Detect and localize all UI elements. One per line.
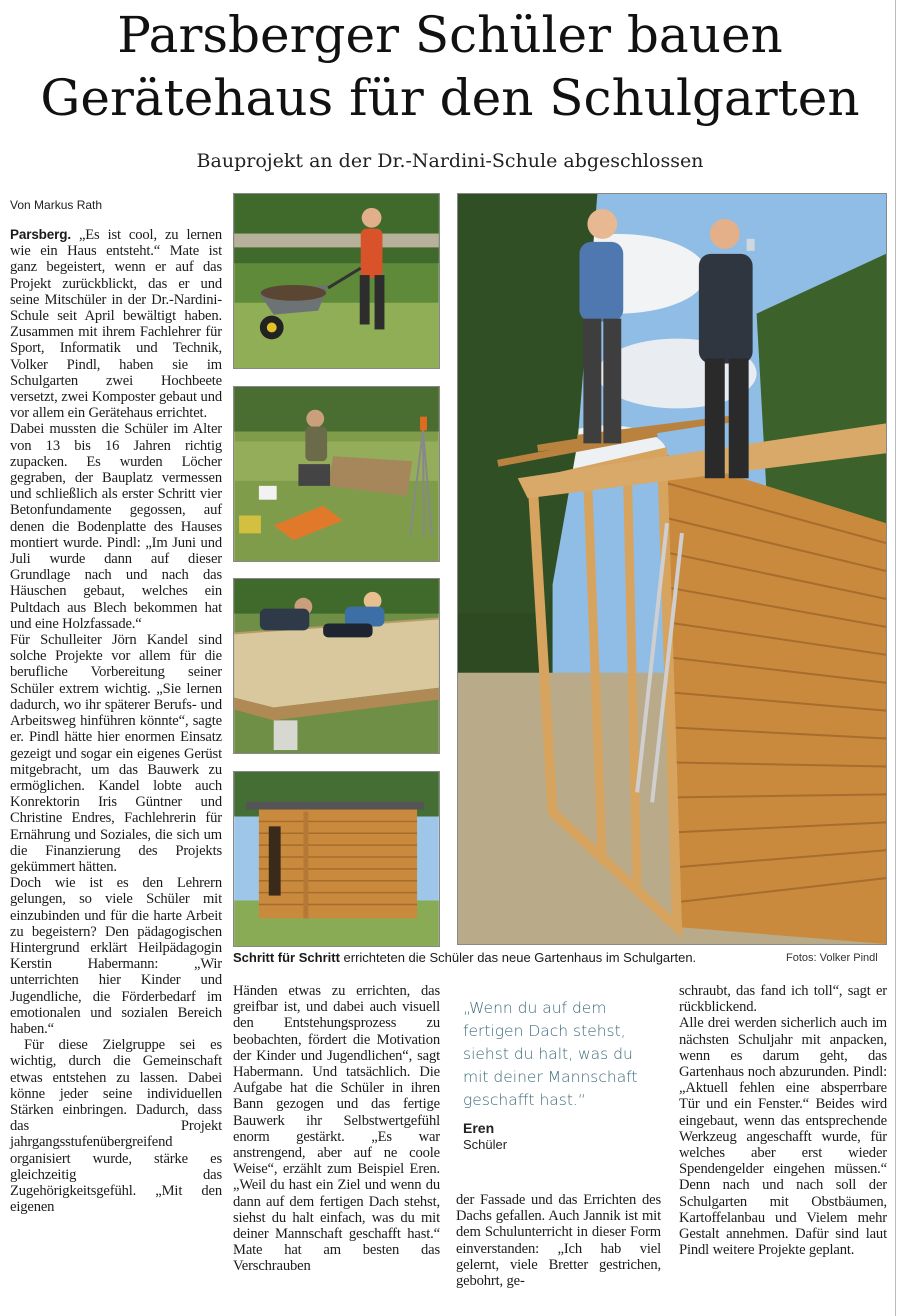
photo-floor-plate-image [234,579,439,753]
paragraph-2: Dabei mussten die Schüler im Alter von 13 bis 16 Jahren richtig zupacken. Es wurden Löcher gegraben, der Bauplatz vermessen und schließlich als erster Schritt vier Betonfundamente gegossen, auf denen die Bodenplatte des Hauses montiert wurde. Pindl: „Im Juni und Juli wurde dann auf dieser Grundlage nach und nach das Häuschen gebaut, welches ein Pultdach aus Blech bekommen hat und eine Holzfassade.“ [10,421,222,632]
photo-wheelbarrow [233,193,440,369]
paragraph-5: Für diese Zielgruppe sei es wichtig, durch die Gemeinschaft etwas entstehen zu lassen. Dabei könne jeder seine individuellen Stärken einbringen. Dadurch, dass das Projekt jahrgangsstufenübergreifend organisiert wurde, stärke es gleichzeitig das Zugehörigkeitsgefühl. „Mit den eigenen [10,1037,222,1216]
column-4-paragraph-2: Alle drei werden sicherlich auch im nächsten Schuljahr mit anpacken, wenn es darum geht, das Gartenhaus noch abzurunden. Pindl: „Aktuell fehlen eine absperrbare Tür und ein Fenster.“ Beides wird eingebaut, wenn das entsprechende Werkzeug angeschafft wurde, für welches aber erst wieder Spendengelder eingehen müssen.“ Denn nach und nach soll der Schulgarten mit Obstbäumen, Kartoffelanbau und Vielem mehr Gestalt annehmen. Dafür sind laut Pindl weitere Projekte geplant. [679,1015,887,1259]
photo-foundation [233,386,440,562]
headline [0,4,900,130]
photo-students-on-roof [457,193,887,945]
body-column-4 [679,983,887,1293]
headline-line-1: Parsberger Schüler bauen [117,6,783,64]
photo-finished-shed [233,771,440,947]
body-column-2 [233,983,440,1293]
paragraph-1-text: „Es ist cool, zu lernen wie ein Haus entsteht.“ Mate ist ganz begeistert, wenn er auf das Projekt zurückblickt, das er und seine Mitschüler in der Dr.-Nardini-Schule seit April bewältigt haben. Zusammen mit ihrem Fachlehrer für Sport, Informatik und Technik, Volker Pindl, haben sie im Schulgarten zwei Hochbeete versetzt, zwei Komposter gebaut und vor allem ein Gerätehaus errichtet. [10,227,223,422]
body-column-3 [456,1192,661,1292]
headline-line-2: Gerätehaus für den Schulgarten [40,69,860,127]
photo-students-on-roof-image [458,194,886,944]
paragraph-3: Für Schulleiter Jörn Kandel sind solche Projekte vor allem für die berufliche Vorbereitung seiner Schüler extrem wichtig. „Sie lernen dadurch, wo ihr späterer Berufs- und Arbeitsweg hinführen könnte“, sagte er. Pindl hätte hier enormen Einsatz gezeigt und sogar ein eigenes Gerüst mitgebracht, um das Bauwerk zu ermöglichen. Kandel lobte auch Konrektorin Iris Güntner und Christine Endres, Fachlehrerin für Ernährung und Soziales, die sich um die Finanzierung des Projekts gekümmert hätten. [10,632,222,875]
photo-foundation-image [234,387,439,561]
paragraph-4: Doch wie ist es den Lehrern gelungen, so viele Schüler mit einzubinden und für die harte Arbeit zu begeistern? Den pädagogischen Hintergrund erklärt Heilpädagogin Kerstin Habermann: „Wir unterrichten hier Kinder und Jugendliche, die Förderbedarf im emotionalen und sozialen Bereich haben.“ [10,875,222,1037]
quote-author: Eren [463,1120,495,1136]
paragraph-1 [10,227,222,421]
page-edge-rule [895,0,896,1316]
dateline: Parsberg. [10,227,71,242]
photo-wheelbarrow-image [234,194,439,368]
photo-finished-shed-image [234,772,439,946]
column-2-text: Händen etwas zu errichten, das greifbar ist, und dabei auch visuell den Entstehungsprozess zu beobachten, fördert die Motivation der Kinder und Jugendlichen“, sagt Habermann. Und tatsächlich. Die Aufgabe hat die Schüler in ihren Bann gezogen und das fertige Bauwerk ihr Selbstwertgefühl enorm gestärkt. „Es war anstrengend, aber auf ne coole Weise“, erzählt zum Beispiel Eren. „Weil du hast ein Ziel und wenn du dann auf dem fertigen Dach stehst, siehst du halt einfach, was du mit deiner Mannschaft geschafft hast.“ Mate hat am besten das Verschrauben [233,983,440,1275]
pull-quote: „Wenn du auf dem fertigen Dach stehst, siehst du halt, was du mit deiner Mannschaft geschafft hast.“ [463,999,638,1109]
caption-lead: Schritt für Schritt [233,950,340,965]
byline: Von Markus Rath [10,198,103,212]
caption-text: errichteten die Schüler das neue Gartenhaus im Schulgarten. [339,950,697,965]
photo-credit: Fotos: Volker Pindl [786,952,878,964]
quote-role: Schüler [463,1137,508,1152]
subheadline: Bauprojekt an der Dr.-Nardini-Schule abgeschlossen [196,150,704,172]
column-4-paragraph-1: schraubt, das fand ich toll“, sagt er rückblickend. [679,983,887,1016]
photo-caption [233,950,793,965]
photo-floor-plate [233,578,440,754]
body-column-1 [10,227,222,1287]
column-3-text: der Fassade und das Errichten des Dachs gefallen. Auch Jannik ist mit dem Schulunterricht in dieser Form einverstanden: „Ich hab viel gelernt, viele Bretter gestrichen, gebohrt, ge- [456,1192,661,1290]
